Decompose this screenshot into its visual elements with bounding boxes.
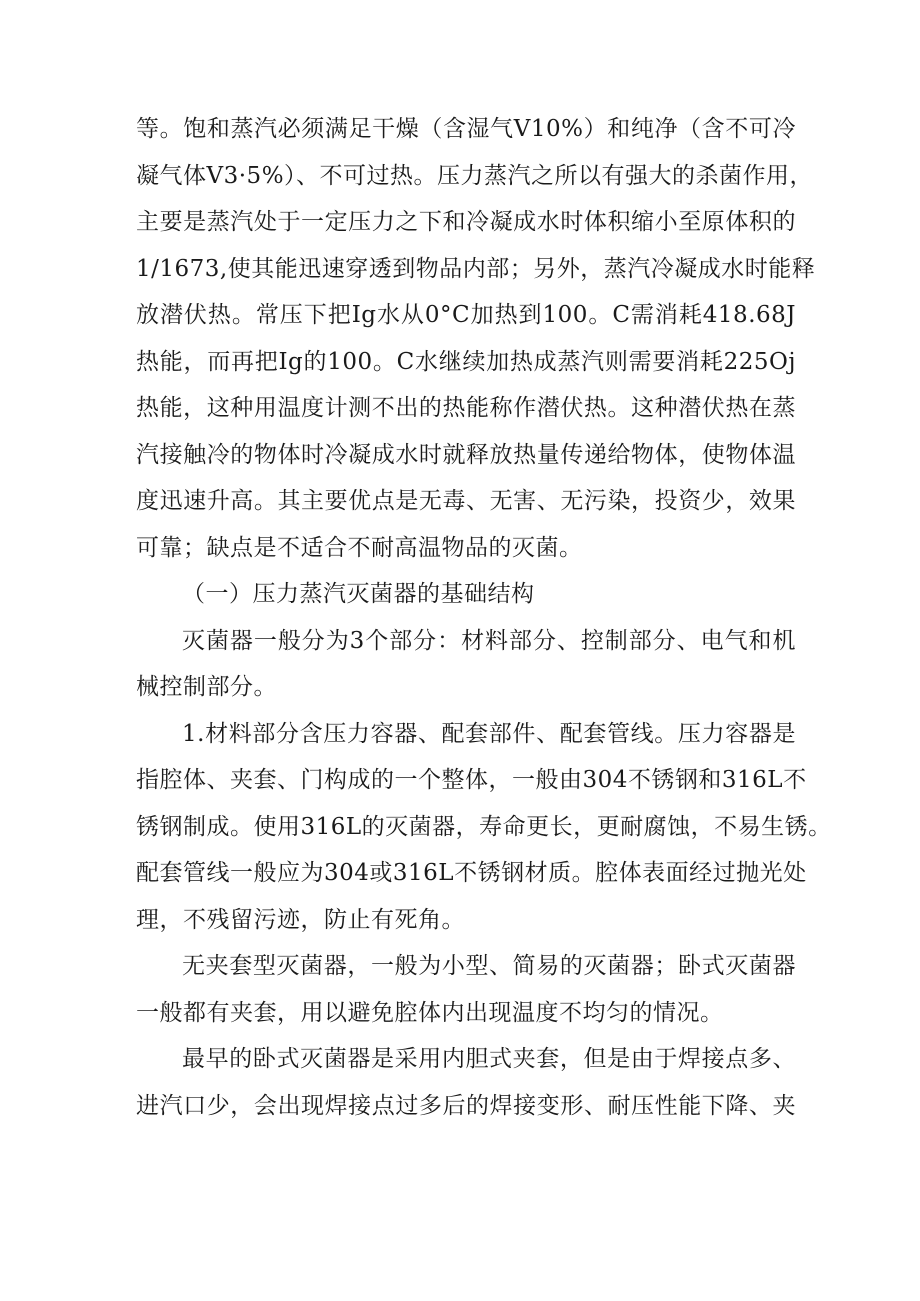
paragraph-line: 汽接触冷的物体时冷凝成水时就释放热量传递给物体，使物体温	[136, 441, 796, 468]
paragraph-line: 灭菌器一般分为3个部分：材料部分、控制部分、电气和机	[182, 627, 796, 654]
paragraph-line: 进汽口少，会出现焊接点过多后的焊接变形、耐压性能下降、夹	[136, 1092, 796, 1119]
section-heading: （一）压力蒸汽灭菌器的基础结构	[182, 581, 535, 607]
paragraph-line: 无夹套型灭菌器，一般为小型、简易的灭菌器；卧式灭菌器	[182, 953, 796, 979]
paragraph-line: 热能，这种用温度计测不出的热能称作潜伏热。这种潜伏热在蒸	[136, 395, 796, 421]
paragraph-line: 可靠；缺点是不适合不耐高温物品的灭菌。	[136, 534, 583, 561]
paragraph-line: 凝气体V3·5%）、不可过热。压力蒸汽之所以有强大的杀菌作用，	[136, 162, 814, 189]
paragraph-line: 理，不残留污迹，防止有死角。	[136, 906, 465, 933]
paragraph-line: 指腔体、夹套、门构成的一个整体，一般由304不锈钢和316L不	[136, 767, 807, 793]
paragraph-line: 锈钢制成。使用316L的灭菌器，寿命更长，更耐腐蚀，不易生锈。	[136, 813, 832, 840]
document-body	[136, 106, 832, 1129]
paragraph-line: 主要是蒸汽处于一定压力之下和冷凝成水时体积缩小至原体积的	[136, 209, 796, 235]
paragraph-line: 最早的卧式灭菌器是采用内胆式夹套，但是由于焊接点多、	[182, 1046, 796, 1072]
paragraph-line: 配套管线一般应为304或316L不锈钢材质。腔体表面经过抛光处	[136, 860, 807, 886]
paragraph-line: 一般都有夹套，用以避免腔体内出现温度不均匀的情况。	[136, 999, 724, 1026]
paragraph-line: 热能，而再把Ig的100。C水继续加热成蒸汽则需要消耗225Oj	[136, 348, 796, 375]
paragraph-line: 等。饱和蒸汽必须满足干燥（含湿气V10%）和纯净（含不可冷	[136, 116, 796, 142]
paragraph-line: 放潜伏热。常压下把Ig水从0°C加热到100。C需消耗418.68J	[136, 302, 796, 328]
paragraph-line: 度迅速升高。其主要优点是无毒、无害、无污染，投资少，效果	[136, 488, 796, 514]
paragraph-line: 1.材料部分含压力容器、配套部件、配套管线。压力容器是	[182, 720, 796, 747]
paragraph-line: 1/1673,使其能迅速穿透到物品内部；另外，蒸汽冷凝成水时能释	[136, 255, 816, 282]
paragraph-line: 械控制部分。	[136, 674, 277, 700]
